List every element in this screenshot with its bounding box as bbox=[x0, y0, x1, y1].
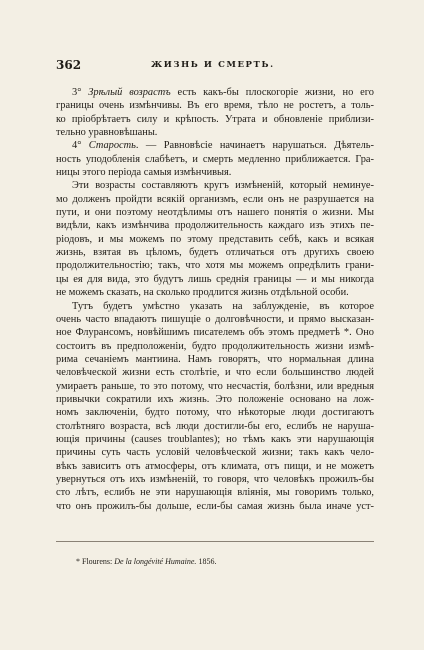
paragraph-error-longevity bbox=[56, 300, 374, 514]
paragraph-mature-age bbox=[56, 86, 374, 139]
page-header bbox=[56, 58, 374, 72]
text-line: Тутъ будетъ умѣстно указать на заблужденіе, въ которое bbox=[72, 300, 374, 312]
text-line: ріодовъ, и мы можемъ по этому представить себѣ, какъ и всякая bbox=[56, 233, 374, 245]
text-line: увернуться отъ ихъ измѣненій, то говоря, что человѣкъ прожилъ-бы bbox=[56, 473, 374, 485]
text-line: умираетъ раньше, то это потому, что несчастія, болѣзни, или вредныя bbox=[56, 380, 374, 392]
footnote-author: Flourens: bbox=[82, 557, 113, 566]
footnote-title: De la longévité Humaine. bbox=[114, 557, 197, 566]
text-line: ко пріобрѣтаетъ силу и крѣпость. Утрата и обновленіе приблизи- bbox=[56, 113, 374, 125]
text-line: состоитъ въ предположеніи, будто продолжительность жизни измѣ- bbox=[56, 340, 374, 352]
body-text bbox=[56, 86, 374, 513]
text-line: ющія причины (causes troublantes); но тѣмъ какъ эти нарушающія bbox=[56, 433, 374, 445]
text-line: человѣческой жизни есть столѣтіе, и что если большинство людей bbox=[56, 367, 374, 379]
text-line: очень часто впадаютъ пишущіе о долговѣчности, и прямо высказан- bbox=[56, 313, 374, 325]
text-line: не можемъ сказать, на сколько продлится жизнь отдѣльной особи. bbox=[56, 287, 349, 299]
text-line: 3° Зрѣлый возрастъ есть какъ-бы плоскогоріе жизни, но его bbox=[72, 87, 374, 98]
text-line: сто лѣтъ, еслибъ не эти нарушающія вліянія, мы говоримъ только, bbox=[56, 487, 374, 499]
text-line: ное Флурансомъ, новѣйшимъ писателемъ объ этомъ предметѣ *. Оно bbox=[56, 327, 374, 339]
text-line: номъ заключеніи, будто потому, что нѣкоторые люди достигаютъ bbox=[56, 407, 374, 419]
text-line: привычки сократили ихъ жизнь. Это положеніе основано на лож- bbox=[56, 393, 374, 405]
footnote bbox=[76, 557, 216, 566]
text-line: что онъ прожилъ-бы дольше, если-бы самая жизнь была иначе уст- bbox=[56, 500, 374, 512]
running-head: ЖИЗНЬ И СМЕРТЬ. bbox=[151, 60, 275, 70]
footnote-separator bbox=[56, 541, 374, 542]
page-number: 362 bbox=[56, 58, 82, 72]
text-line: ницы этого періода самыя измѣнчивыя. bbox=[56, 167, 232, 179]
text-line: Эти возрасты составляютъ кругъ измѣненій, который неминуе- bbox=[72, 180, 374, 192]
paragraph-ages-cycle bbox=[56, 179, 374, 299]
footnote-year: 1856. bbox=[198, 557, 217, 566]
text-line: мо долженъ пройдти всякій организмъ, если онъ не разрушается на bbox=[56, 193, 374, 205]
footnote-marker: * bbox=[76, 557, 80, 566]
text-line: столѣтняго возраста, всѣ люди достигли-бы его, еслибъ не наруша- bbox=[56, 420, 374, 432]
text-line: причины суть часть условій человѣческой жизни; такъ какъ чело- bbox=[56, 447, 374, 459]
text-line: границы очень измѣнчивы. Въ его время, тѣло не ростетъ, а толь- bbox=[56, 100, 374, 112]
text-line: рима сечаніемъ мантиина. Намъ говорятъ, что нормальная длина bbox=[56, 353, 374, 365]
paragraph-old-age bbox=[56, 139, 374, 179]
text-line: жизнь, взятая въ цѣломъ, будетъ отличаться отъ другихъ своею bbox=[56, 247, 374, 259]
text-line: 4° Старость. — Равновѣсіе начинаетъ нарушаться. Дѣятель- bbox=[72, 140, 374, 152]
text-line: вѣкъ зависитъ отъ атмосферы, отъ климата, отъ пищи, и не можетъ bbox=[56, 460, 374, 472]
text-line: тельно уравновѣшаны. bbox=[56, 127, 158, 139]
text-line: продолжительностію; такъ, что хотя мы можемъ опредѣлить грани- bbox=[56, 260, 374, 272]
text-line: видѣли, какъ измѣнчива продолжительность каждаго изъ этихъ пе- bbox=[56, 220, 374, 232]
text-line: пути, и они поэтому неотдѣлимы отъ нашего понятія о жизни. Мы bbox=[56, 207, 374, 219]
text-line: цы ея для вида, это будутъ лишь среднія границы — и мы никогда bbox=[56, 273, 374, 285]
text-line: ность уподобленія слабѣетъ, и смерть медленно приближается. Гра- bbox=[56, 153, 374, 165]
